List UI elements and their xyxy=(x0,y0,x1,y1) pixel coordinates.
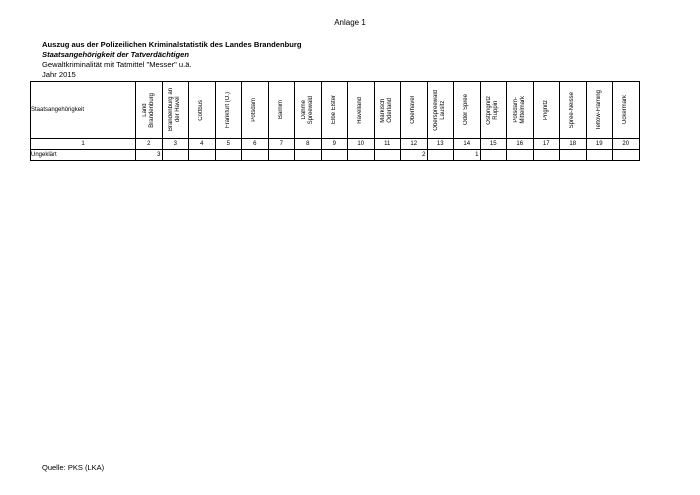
column-header-label: Dahme Spreewald xyxy=(300,95,314,125)
column-header-nationality: Staatsangehörigkeit xyxy=(31,82,136,139)
table-cell xyxy=(560,150,587,161)
column-header-label: Havelland xyxy=(357,96,364,124)
column-header xyxy=(586,82,613,139)
table-cell xyxy=(586,150,613,161)
column-header-label: Oberhavel xyxy=(410,96,417,124)
column-header-label: Land Brandenburg xyxy=(141,92,155,128)
column-header xyxy=(268,82,295,139)
column-header-label: Frankfurt (O.) xyxy=(224,91,231,128)
column-number-row xyxy=(31,139,640,150)
column-number: 14 xyxy=(454,139,481,150)
column-number: 1 xyxy=(31,139,136,150)
table-cell xyxy=(480,150,507,161)
column-number: 9 xyxy=(321,139,348,150)
column-number: 15 xyxy=(480,139,507,150)
column-number: 19 xyxy=(586,139,613,150)
column-number: 3 xyxy=(162,139,189,150)
column-number: 17 xyxy=(533,139,560,150)
column-number: 12 xyxy=(401,139,428,150)
column-header-label: Uckermark xyxy=(622,95,629,125)
column-number: 10 xyxy=(348,139,375,150)
column-header-label: Ostprignitz Ruppin xyxy=(486,95,500,125)
table-cell xyxy=(613,150,640,161)
column-header xyxy=(162,82,189,139)
column-header-label: Barnim xyxy=(277,100,284,120)
column-header xyxy=(454,82,481,139)
column-number: 20 xyxy=(613,139,640,150)
report-subtitle: Staatsangehörigkeit der Tatverdächtigen xyxy=(42,50,189,59)
column-header-label: Oder Spree xyxy=(463,94,470,126)
column-number: 11 xyxy=(374,139,401,150)
column-header-label: Märkisch Oderland xyxy=(380,97,394,123)
column-header xyxy=(136,82,163,139)
table-cell xyxy=(507,150,534,161)
table-row xyxy=(31,150,640,161)
table-cell xyxy=(374,150,401,161)
column-header-label: Prignitz xyxy=(542,99,549,120)
column-header xyxy=(507,82,534,139)
column-number: 5 xyxy=(215,139,242,150)
table-cell: 2 xyxy=(401,150,428,161)
table-cell: 1 xyxy=(454,150,481,161)
column-header xyxy=(215,82,242,139)
table-cell xyxy=(321,150,348,161)
column-header xyxy=(348,82,375,139)
annex-label: Anlage 1 xyxy=(334,18,366,27)
table-cell xyxy=(189,150,216,161)
column-number: 7 xyxy=(268,139,295,150)
column-header xyxy=(374,82,401,139)
column-header-label: Teltow-Fläming xyxy=(595,89,602,131)
table-cell xyxy=(348,150,375,161)
column-header xyxy=(189,82,216,139)
table-cell xyxy=(295,150,322,161)
report-year: Jahr 2015 xyxy=(42,70,76,79)
column-header xyxy=(321,82,348,139)
column-number: 4 xyxy=(189,139,216,150)
column-number: 6 xyxy=(242,139,269,150)
table-cell: 3 xyxy=(136,150,163,161)
table-cell xyxy=(268,150,295,161)
column-header-label: Cottbus xyxy=(198,99,205,121)
column-number: 8 xyxy=(295,139,322,150)
column-header xyxy=(427,82,454,139)
column-header-label: Oberspreewald Lausitz xyxy=(433,89,447,131)
report-title: Auszug aus der Polizeilichen Kriminalstatistik des Landes Brandenburg xyxy=(42,40,302,49)
column-header-label: Potsdam xyxy=(251,98,258,122)
column-header xyxy=(480,82,507,139)
column-header-label: Elbe Elster xyxy=(330,95,337,125)
column-header xyxy=(613,82,640,139)
table-cell xyxy=(533,150,560,161)
report-description: Gewaltkriminalität mit Tatmittel "Messer" u.ä. xyxy=(42,60,192,69)
column-header xyxy=(295,82,322,139)
column-header xyxy=(242,82,269,139)
column-header xyxy=(401,82,428,139)
table-cell xyxy=(242,150,269,161)
column-number: 16 xyxy=(507,139,534,150)
statistics-table xyxy=(30,81,640,161)
column-header-label: Potsdam- Mittelmark xyxy=(512,96,526,124)
table-cell xyxy=(215,150,242,161)
report-header xyxy=(42,40,302,80)
row-label: Ungeklärt xyxy=(31,150,136,161)
column-number: 18 xyxy=(560,139,587,150)
column-number: 2 xyxy=(136,139,163,150)
header-row xyxy=(31,82,640,139)
source-note: Quelle: PKS (LKA) xyxy=(42,463,105,472)
table-cell xyxy=(427,150,454,161)
table-cell xyxy=(162,150,189,161)
column-header-label: Spree-Neisse xyxy=(569,91,576,129)
column-number: 13 xyxy=(427,139,454,150)
column-header-label: Brandenburg an der Havel xyxy=(168,88,182,132)
column-header xyxy=(533,82,560,139)
column-header xyxy=(560,82,587,139)
